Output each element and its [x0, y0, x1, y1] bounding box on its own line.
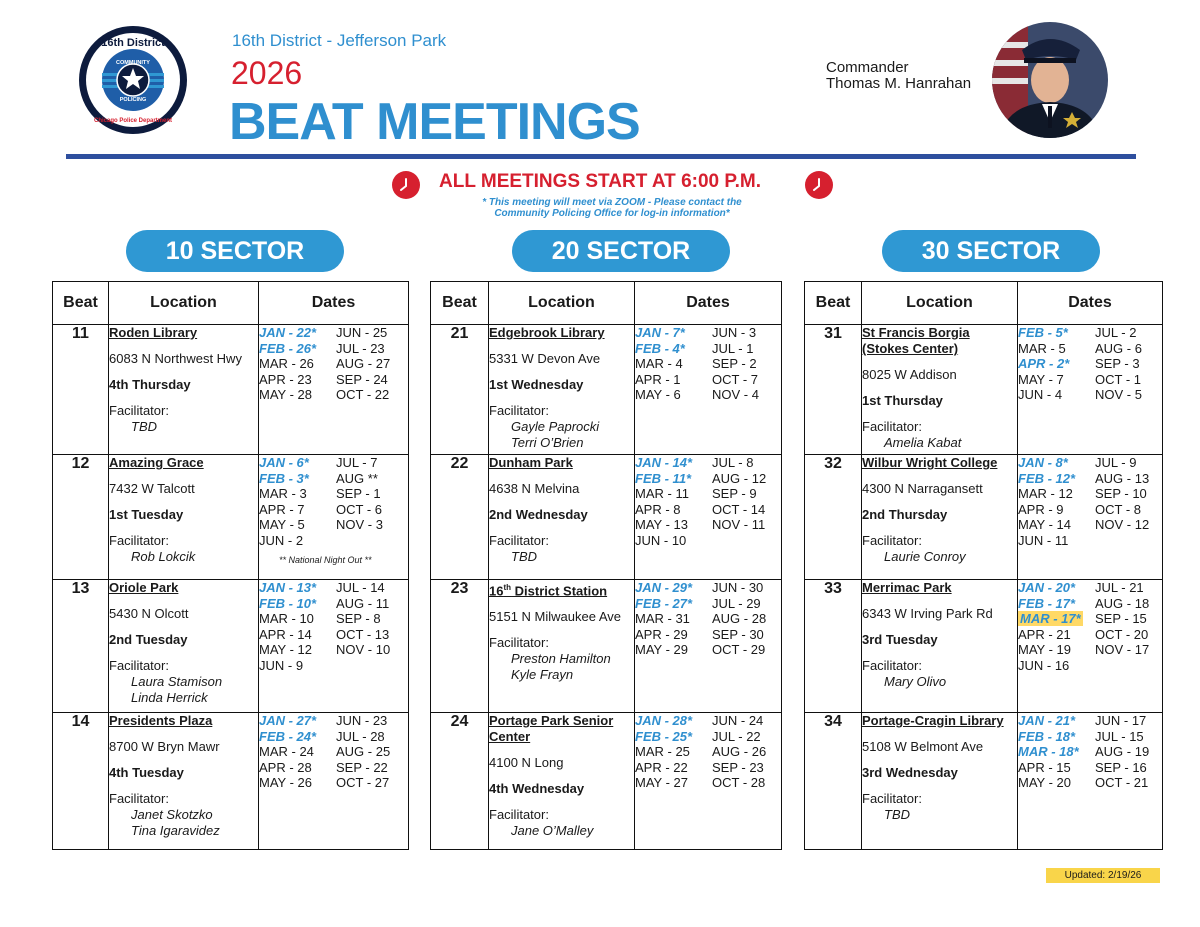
meeting-date: MAR - 5 — [1018, 340, 1066, 356]
location-address: 7432 W Talcott — [109, 481, 195, 496]
location-address: 8700 W Bryn Mawr — [109, 739, 220, 754]
meeting-date: APR - 8 — [635, 501, 681, 517]
dates-column-header: Dates — [259, 282, 409, 325]
meeting-date: JAN - 29* — [635, 580, 693, 595]
meeting-date: NOV - 4 — [712, 387, 759, 402]
meeting-date: JUN - 25 — [336, 325, 388, 340]
meeting-date: JUN - 17 — [1095, 713, 1147, 728]
meeting-date: JAN - 6* — [259, 455, 309, 470]
meeting-date: MAY - 6 — [635, 387, 681, 402]
meeting-date: JUL - 22 — [712, 728, 761, 744]
beat-row — [431, 713, 782, 850]
beat-number: 34 — [805, 713, 862, 850]
meeting-date: MAR - 4 — [635, 356, 683, 371]
meeting-date: MAY - 7 — [1018, 371, 1064, 387]
meeting-date: MAY - 26 — [259, 775, 312, 790]
facilitator-name: Preston Hamilton — [511, 651, 611, 667]
meeting-day: 4th Tuesday — [109, 765, 184, 780]
facilitator-name: Rob Lokcik — [131, 549, 196, 564]
updated-badge: Updated: 2/19/26 — [1046, 868, 1160, 883]
svg-text:POLICING: POLICING — [119, 97, 147, 103]
beat-number: 21 — [431, 325, 489, 455]
meeting-date: JAN - 8* — [1018, 455, 1068, 470]
meeting-date: SEP - 23 — [712, 759, 764, 775]
dates-cell — [635, 580, 782, 713]
meeting-date: SEP - 16 — [1095, 759, 1147, 775]
sector-schedule-table — [804, 281, 1163, 850]
location-name: Merrimac Park — [862, 580, 952, 595]
meeting-date: JAN - 22* — [259, 325, 317, 340]
beat-number: 11 — [53, 325, 109, 455]
meeting-date: OCT - 22 — [336, 387, 390, 402]
meeting-date: FEB - 27* — [635, 595, 693, 611]
facilitator-name: Kyle Frayn — [511, 667, 574, 683]
meeting-date: AUG ** — [336, 470, 378, 486]
meeting-date: AUG - 25 — [336, 744, 391, 759]
meeting-date: JUL - 1 — [712, 340, 754, 356]
sector-schedule-table — [430, 281, 782, 850]
meeting-date: APR - 9 — [1018, 501, 1064, 517]
beat-number: 24 — [431, 713, 489, 850]
beat-row — [805, 455, 1163, 580]
header-divider — [66, 154, 1136, 159]
facilitator-label: Facilitator: — [109, 533, 169, 548]
location-column-header: Location — [109, 282, 259, 325]
meeting-date: FEB - 3* — [259, 470, 309, 486]
footnote: ** National Night Out ** — [279, 555, 372, 565]
beat-number: 23 — [431, 580, 489, 713]
beat-row — [53, 325, 409, 455]
location-cell — [109, 325, 259, 455]
facilitator-label: Facilitator: — [109, 791, 169, 806]
facilitator-label: Facilitator: — [109, 658, 169, 673]
facilitator-name: Amelia Kabat — [884, 435, 962, 450]
svg-text:COMMUNITY: COMMUNITY — [116, 60, 150, 66]
meeting-date: JUL - 21 — [1095, 580, 1144, 595]
meeting-date: JUL - 8 — [712, 455, 754, 470]
meeting-date: OCT - 14 — [712, 501, 766, 517]
location-address: 6343 W Irving Park Rd — [862, 606, 993, 621]
meeting-date: JUN - 16 — [1018, 657, 1070, 673]
facilitator-name: TBD — [511, 549, 537, 564]
page-title: BEAT MEETINGS — [229, 93, 640, 151]
facilitator-name: Janet Skotzko — [131, 807, 213, 822]
meeting-day: 1st Wednesday — [489, 377, 584, 392]
meeting-date: JAN - 20* — [1018, 580, 1076, 595]
dates-cell — [635, 325, 782, 455]
facilitator-label: Facilitator: — [862, 419, 922, 434]
location-name: Oriole Park — [109, 580, 179, 595]
svg-text:16th District: 16th District — [101, 37, 165, 49]
meeting-date: FEB - 12* — [1018, 470, 1076, 486]
meeting-date: FEB - 18* — [1018, 728, 1076, 744]
beat-number: 14 — [53, 713, 109, 850]
meeting-date: OCT - 27 — [336, 775, 390, 790]
dates-column-header: Dates — [1018, 282, 1163, 325]
location-name: Portage-Cragin Library — [862, 713, 1004, 728]
meeting-date: NOV - 11 — [712, 517, 766, 532]
sector-schedule-table — [52, 281, 409, 850]
meeting-date: FEB - 25* — [635, 728, 693, 744]
location-name: Portage Park Senior Center — [489, 713, 614, 744]
meeting-date: SEP - 2 — [712, 356, 757, 371]
beat-row — [431, 325, 782, 455]
commander-name: Thomas M. Hanrahan — [826, 75, 972, 92]
dates-cell — [1018, 580, 1163, 713]
location-name: Wilbur Wright College — [862, 455, 998, 470]
beat-column-header: Beat — [431, 282, 489, 325]
location-address: 5151 N Milwaukee Ave — [489, 609, 622, 625]
location-name: Amazing Grace — [109, 455, 204, 470]
beat-number: 31 — [805, 325, 862, 455]
meeting-day: 1st Thursday — [862, 393, 943, 408]
meeting-day: 3rd Wednesday — [862, 765, 958, 780]
beat-row — [805, 580, 1163, 713]
table-header-row — [805, 282, 1163, 325]
dates-cell — [259, 580, 409, 713]
facilitator-name: TBD — [884, 807, 910, 822]
location-cell — [862, 580, 1018, 713]
beat-number: 32 — [805, 455, 862, 580]
table-header-row — [53, 282, 409, 325]
meeting-date: OCT - 20 — [1095, 626, 1149, 642]
meeting-date: OCT - 21 — [1095, 775, 1149, 790]
meeting-date: NOV - 10 — [336, 642, 391, 657]
facilitator-name: TBD — [131, 419, 157, 434]
meeting-date: JUN - 10 — [635, 532, 687, 548]
meeting-date: JAN - 14* — [635, 455, 693, 470]
zoom-notice: * This meeting will meet via ZOOM - Please contact the Community Policing Office for log-in information* — [482, 197, 742, 219]
meeting-date: OCT - 8 — [1095, 501, 1141, 517]
meeting-date: APR - 21 — [1018, 626, 1071, 642]
meeting-day: 1st Tuesday — [109, 507, 184, 522]
meeting-date: OCT - 1 — [1095, 371, 1141, 387]
location-address: 8025 W Addison — [862, 367, 957, 382]
commander-label: Commander — [826, 59, 909, 76]
facilitator-label: Facilitator: — [489, 635, 549, 651]
location-name: Presidents Plaza — [109, 713, 213, 728]
meeting-date: MAY - 13 — [635, 517, 688, 532]
meeting-date: JUL - 2 — [1095, 325, 1137, 340]
meeting-day: 2nd Wednesday — [489, 507, 588, 522]
beat-number: 12 — [53, 455, 109, 580]
meeting-date: OCT - 29 — [712, 642, 766, 657]
location-address: 4638 N Melvina — [489, 481, 580, 496]
meeting-date: FEB - 10* — [259, 595, 317, 611]
beat-row — [805, 325, 1163, 455]
beat-column-header: Beat — [805, 282, 862, 325]
meeting-date: SEP - 1 — [336, 486, 381, 501]
svg-text:Chicago Police Department: Chicago Police Department — [93, 118, 173, 124]
meeting-date: SEP - 8 — [336, 611, 381, 626]
sector-heading-badge: 20 SECTOR — [512, 230, 730, 272]
meeting-day: 3rd Tuesday — [862, 632, 938, 647]
meeting-date: JAN - 21* — [1018, 713, 1076, 728]
meeting-date: MAY - 29 — [635, 642, 688, 657]
district-subtitle: 16th District - Jefferson Park — [232, 31, 447, 50]
facilitator-name: Laurie Conroy — [884, 549, 966, 564]
commander-portrait-photo — [992, 22, 1108, 138]
meeting-date: APR - 14 — [259, 626, 312, 642]
meeting-date: APR - 1 — [635, 371, 681, 387]
location-address: 5108 W Belmont Ave — [862, 739, 984, 754]
location-address: 5331 W Devon Ave — [489, 351, 601, 366]
beat-number: 22 — [431, 455, 489, 580]
meeting-date: AUG - 11 — [336, 595, 390, 611]
meeting-date: MAR - 31 — [635, 611, 690, 626]
meeting-date: APR - 7 — [259, 501, 305, 517]
meeting-date: APR - 29 — [635, 626, 688, 642]
meeting-date: JUN - 23 — [336, 713, 388, 728]
meeting-date: MAY - 14 — [1018, 517, 1071, 532]
facilitator-name: Gayle Paprocki — [511, 419, 600, 434]
meeting-date: JAN - 28* — [635, 713, 693, 728]
facilitator-name: Mary Olivo — [884, 674, 947, 689]
beat-row — [53, 455, 409, 580]
meeting-day: 4th Wednesday — [489, 781, 585, 796]
meeting-date: MAR - 25 — [635, 744, 690, 759]
meeting-date: JUN - 2 — [259, 532, 304, 548]
dates-cell — [259, 455, 409, 580]
location-cell — [109, 455, 259, 580]
facilitator-label: Facilitator: — [489, 533, 549, 548]
meeting-date: JAN - 27* — [259, 713, 317, 728]
meeting-date: MAR - 24 — [259, 744, 314, 759]
meeting-date: MAY - 28 — [259, 387, 312, 402]
meeting-date: NOV - 17 — [1095, 642, 1150, 657]
meeting-date: SEP - 15 — [1095, 611, 1147, 626]
meeting-date: MAR - 26 — [259, 356, 314, 371]
beat-row — [53, 713, 409, 850]
location-cell — [489, 455, 635, 580]
meeting-date: FEB - 24* — [259, 728, 317, 744]
meeting-date: JUL - 15 — [1095, 728, 1144, 744]
location-cell — [109, 713, 259, 850]
dates-cell — [635, 713, 782, 850]
meeting-date: MAY - 12 — [259, 642, 312, 657]
facilitator-name: Linda Herrick — [131, 690, 208, 705]
meeting-date: OCT - 13 — [336, 626, 390, 642]
beat-row — [431, 580, 782, 713]
facilitator-label: Facilitator: — [109, 403, 169, 418]
meeting-date: JUL - 28 — [336, 728, 385, 744]
location-cell — [862, 455, 1018, 580]
meeting-date: APR - 23 — [259, 371, 312, 387]
location-column-header: Location — [489, 282, 635, 325]
beat-number: 13 — [53, 580, 109, 713]
meeting-day: 4th Thursday — [109, 377, 191, 392]
meeting-date: AUG - 26 — [712, 744, 767, 759]
meeting-date: SEP - 30 — [712, 626, 764, 642]
meeting-date: AUG - 12 — [712, 470, 767, 486]
clock-icon — [805, 171, 833, 199]
facilitator-label: Facilitator: — [489, 403, 549, 418]
meeting-date: FEB - 17* — [1018, 595, 1076, 611]
start-time-notice: ALL MEETINGS START AT 6:00 P.M. — [439, 171, 761, 192]
location-name: 16th District Station — [489, 583, 608, 599]
sector-heading-badge: 30 SECTOR — [882, 230, 1100, 272]
meeting-date: MAY - 19 — [1018, 642, 1071, 657]
meeting-date: NOV - 3 — [336, 517, 383, 532]
meeting-date: FEB - 4* — [635, 340, 685, 356]
table-header-row — [431, 282, 782, 325]
meeting-date: JUN - 9 — [259, 657, 304, 673]
meeting-date: JUN - 11 — [1018, 532, 1069, 548]
facilitator-label: Facilitator: — [862, 791, 922, 806]
dates-cell — [1018, 455, 1163, 580]
location-name: Edgebrook Library — [489, 325, 605, 340]
meeting-date: APR - 28 — [259, 759, 312, 775]
meeting-date: OCT - 6 — [336, 501, 382, 517]
location-name: St Francis Borgia (Stokes Center) — [862, 325, 970, 356]
location-cell — [862, 713, 1018, 850]
beat-row — [53, 580, 409, 713]
meeting-date: SEP - 10 — [1095, 486, 1147, 501]
meeting-date: MAR - 3 — [259, 486, 307, 501]
meeting-date: MAY - 27 — [635, 775, 688, 790]
location-address: 5430 N Olcott — [109, 606, 189, 621]
dates-cell — [259, 713, 409, 850]
facilitator-label: Facilitator: — [489, 807, 549, 822]
location-cell — [862, 325, 1018, 455]
location-column-header: Location — [862, 282, 1018, 325]
location-cell — [109, 580, 259, 713]
location-address: 6083 N Northwest Hwy — [109, 351, 242, 366]
location-address: 4300 N Narragansett — [862, 481, 983, 496]
meeting-date: SEP - 3 — [1095, 356, 1140, 371]
dates-column-header: Dates — [635, 282, 782, 325]
meeting-date: APR - 15 — [1018, 759, 1071, 775]
meeting-date: SEP - 9 — [712, 486, 757, 501]
meeting-date: MAR - 12 — [1018, 486, 1073, 501]
meeting-date: MAR - 17* — [1020, 611, 1081, 626]
dates-cell — [1018, 713, 1163, 850]
meeting-date: FEB - 5* — [1018, 325, 1068, 340]
meeting-date: JUL - 7 — [336, 455, 378, 470]
meeting-date: AUG - 27 — [336, 356, 391, 371]
meeting-date: JUN - 24 — [712, 713, 764, 728]
meeting-date: MAR - 10 — [259, 611, 314, 626]
facilitator-name: Tina Igaravidez — [131, 823, 220, 838]
dates-cell — [259, 325, 409, 455]
meeting-day: 2nd Tuesday — [109, 632, 188, 647]
community-policing-seal-logo — [77, 24, 189, 136]
meeting-date: MAY - 5 — [259, 517, 305, 532]
meeting-date: JAN - 7* — [635, 325, 685, 340]
sector-heading-badge: 10 SECTOR — [126, 230, 344, 272]
meeting-date: JUN - 30 — [712, 580, 764, 595]
location-cell — [489, 325, 635, 455]
beat-row — [431, 455, 782, 580]
meeting-date: JUL - 29 — [712, 595, 761, 611]
location-name: Dunham Park — [489, 455, 573, 470]
location-address: 4100 N Long — [489, 755, 564, 770]
meeting-date: JUL - 9 — [1095, 455, 1137, 470]
meeting-date: SEP - 22 — [336, 759, 388, 775]
facilitator-name: Laura Stamison — [131, 674, 223, 689]
facilitator-name: Terri O’Brien — [511, 435, 584, 450]
dates-cell — [635, 455, 782, 580]
meeting-date: FEB - 26* — [259, 340, 317, 356]
dates-cell — [1018, 325, 1163, 455]
location-cell — [489, 713, 635, 850]
meeting-date: SEP - 24 — [336, 371, 388, 387]
meeting-date: FEB - 11* — [635, 470, 692, 486]
facilitator-label: Facilitator: — [862, 533, 922, 548]
meeting-date: MAY - 20 — [1018, 775, 1071, 790]
meeting-date: AUG - 13 — [1095, 470, 1150, 486]
meeting-date: JUL - 23 — [336, 340, 385, 356]
meeting-date: JAN - 13* — [259, 580, 317, 595]
meeting-date: NOV - 12 — [1095, 517, 1150, 532]
meeting-date: AUG - 19 — [1095, 744, 1150, 759]
meeting-date: OCT - 28 — [712, 775, 766, 790]
meeting-date: NOV - 5 — [1095, 387, 1142, 402]
meeting-date: MAR - 18* — [1018, 744, 1079, 759]
meeting-date: AUG - 18 — [1095, 595, 1150, 611]
beat-row — [805, 713, 1163, 850]
meeting-date: APR - 22 — [635, 759, 688, 775]
meeting-date: AUG - 28 — [712, 611, 767, 626]
meeting-date: APR - 2* — [1018, 356, 1070, 371]
commander-block — [826, 60, 971, 92]
meeting-date: JUN - 4 — [1018, 387, 1063, 402]
meeting-date: AUG - 6 — [1095, 340, 1142, 356]
meeting-date: OCT - 7 — [712, 371, 758, 387]
beat-number: 33 — [805, 580, 862, 713]
year-heading: 2026 — [231, 55, 303, 91]
meeting-day: 2nd Thursday — [862, 507, 948, 522]
location-name: Roden Library — [109, 325, 198, 340]
facilitator-label: Facilitator: — [862, 658, 922, 673]
meeting-date: MAR - 11 — [635, 486, 689, 501]
facilitator-name: Jane O’Malley — [511, 823, 594, 838]
meeting-date: JUN - 3 — [712, 325, 757, 340]
beat-column-header: Beat — [53, 282, 109, 325]
meeting-date: JUL - 14 — [336, 580, 385, 595]
location-cell — [489, 580, 635, 713]
